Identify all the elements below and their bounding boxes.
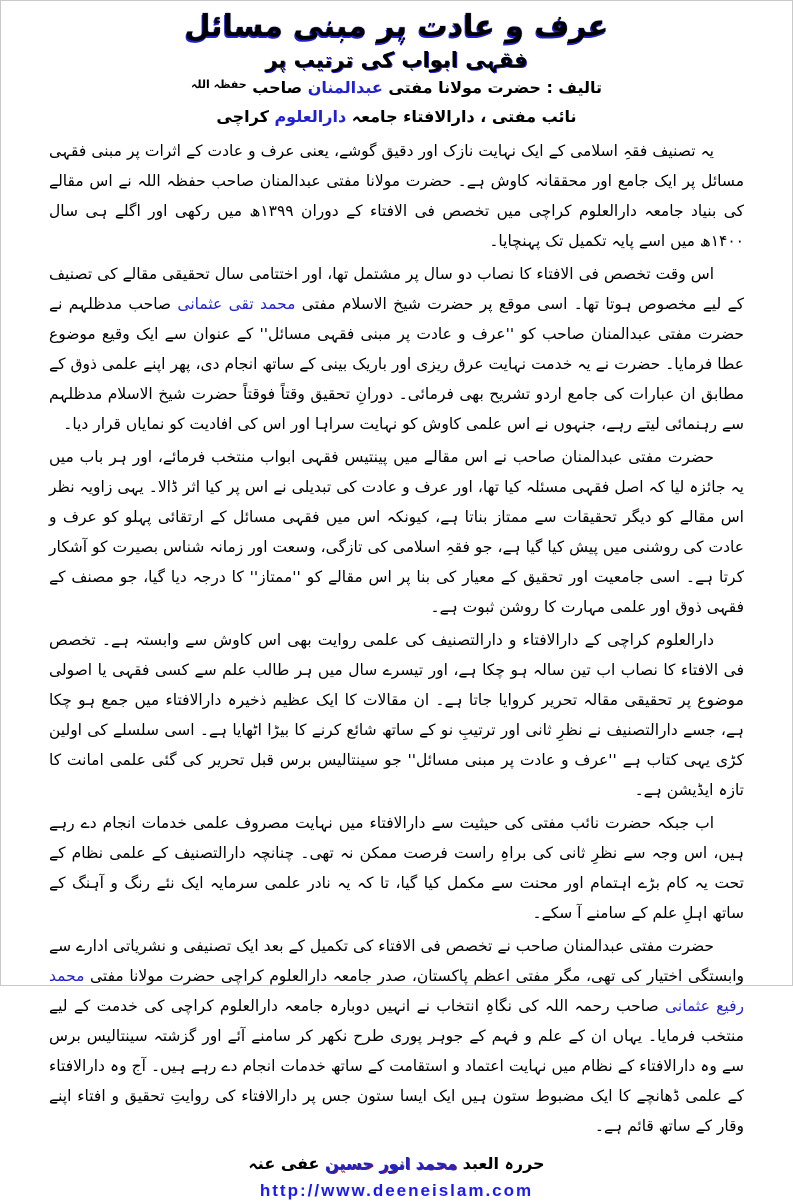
text-segment: نائب مفتی ، دارالافتاء جامعہ <box>346 107 577 126</box>
text-segment: صاحب رحمہ اللہ کی نگاہِ انتخاب نے انہیں دوبارہ جامعہ دارالعلوم کراچی کی خدمت کے لیے منتخب فرمایا۔ یہاں ان کے علم و فہم کے جوہر پوری طرح نکھر کر سامنے آئے اور گزشتہ سینتالیس برس سے وہ دارالافتاء کے نظام میں نہایت اعتماد و استقامت کے ساتھ خدمات انجام دے رہے ہیں۔ آج وہ دارالافتاء کے علمی ڈھانچے کا ایک مضبوط ستون ہیں ایک ایسا ستون جس پر دارالافتاء کی روایتِ تحقیق و افتاء اپنے وقار کے ساتھ قائم ہے۔ <box>49 997 744 1135</box>
text-segment: حفظہ اللہ <box>190 78 247 91</box>
text-segment: عفی عنہ <box>248 1154 326 1173</box>
website-link[interactable]: http://www.deeneislam.com <box>259 1181 534 1200</box>
highlighted-name: محمد رفیع عثمانی <box>49 967 744 1015</box>
author-line <box>49 74 744 103</box>
highlighted-name: عبدالمنان <box>307 78 383 97</box>
paragraph <box>49 625 744 805</box>
paragraph <box>49 136 744 256</box>
document-subtitle: فقہی ابواب کی ترتیب پر <box>265 48 528 72</box>
text-segment: حررہ العبد <box>457 1154 545 1173</box>
text-segment: تالیف : حضرت مولانا مفتی <box>382 78 603 97</box>
text-segment: یہ تصنیف فقہِ اسلامی کے ایک نہایت نازک اور دقیق گوشے، یعنی عرف و عادت کے اثرات پر مبنی فقہی مسائل پر ایک جامع اور محققانہ کاوش ہے۔ حضرت مولانا مفتی عبدالمنان صاحب حفظہ اللہ نے اس مقالے کی بنیاد جامعہ دارالعلوم کراچی میں تخصص فی الافتاء کے دوران ۱۳۹۹ھ میں رکھی اور اگلے ہی سال ۱۴۰۰ھ میں اسے پایہ تکمیل تک پہنچایا۔ <box>49 142 744 250</box>
document-body <box>49 136 744 1141</box>
highlighted-name: دارالعلوم <box>274 107 347 126</box>
affiliation-line <box>49 103 744 130</box>
text-segment: اس وقت تخصص فی الافتاء کا نصاب دو سال پر مشتمل تھا، اور اختتامی سال تحقیقی مقالے کی تصنیف کے لیے مخصوص ہوتا تھا۔ اسی موقع پر حضرت شیخ الاسلام مفتی <box>49 265 744 313</box>
signature-line <box>49 1151 744 1177</box>
text-segment: حضرت مفتی عبدالمنان صاحب نے اس مقالے میں پینتیس فقہی ابواب منتخب فرمائے، اور ہر باب میں یہ جائزہ لیا کہ اصل فقہی مسئلہ کیا تھا، اور عرف و عادت کی تبدیلی نے اس پر کیا اثر ڈالا۔ یہی زاویہ نظر اس مقالے کو دیگر تحقیقات سے ممتاز بناتا ہے، کیونکہ اس میں فقہی مسائل کے ارتقائی پہلو کو عرف و عادت کی روشنی میں پیش کیا گیا ہے، جو فقہِ اسلامی کی تازگی، وسعت اور زمانہ شناس بصیرت کو آشکار کرتا ہے۔ اسی جامعیت اور تحقیق کے معیار کی بنا پر اس مقالے کو ''ممتاز'' کا درجہ دیا گیا، جو مصنف کے فقہی ذوق اور علمی مہارت کا روشن ثبوت ہے۔ <box>49 448 744 616</box>
text-segment: حضرت مفتی عبدالمنان صاحب نے تخصص فی الافتاء کی تکمیل کے بعد ایک تصنیفی و نشریاتی ادارے سے وابستگی اختیار کی تھی، مگر مفتی اعظم پاکستان، صدر جامعہ دارالعلوم کراچی حضرت مولانا مفتی <box>49 937 744 985</box>
paragraph <box>49 808 744 928</box>
paragraph <box>49 442 744 622</box>
text-segment: صاحب <box>246 78 308 97</box>
text-segment: صاحب مدظلہم نے حضرت مفتی عبدالمنان صاحب کو ''عرف و عادت پر مبنی فقہی مسائل'' کے عنوان سے ایک وقیع موضوع عطا فرمایا۔ حضرت نے یہ خدمت نہایت عرق ریزی اور باریک بینی کے ساتھ انجام دی، پھر اپنے علمی ذوق کے مطابق ان عبارات کی جامع اردو تشریح بھی فرمائی۔ دورانِ تحقیق وقتاً فوقتاً حضرت شیخ الاسلام مدظلہم سے رہنمائی لیتے رہے، جنہوں نے اس علمی کاوش کو نہایت سراہا اور اس کی افادیت کو نمایاں قرار دیا۔ <box>49 295 744 433</box>
text-segment: اب جبکہ حضرت نائب مفتی کی حیثیت سے دارالافتاء میں نہایت مصروف علمی خدمات انجام دے رہے ہیں، اس وجہ سے نظرِ ثانی کی براہِ راست فرصت ممکن نہ تھی۔ چنانچہ دارالتصنیف کے علمی نظام کے تحت یہ کام بڑے اہتمام اور محنت سے مکمل کیا گیا، تا کہ یہ نادر علمی سرمایہ ایک نئے رنگ و آہنگ کے ساتھ اہلِ علم کے سامنے آ سکے۔ <box>49 814 744 922</box>
highlighted-name: محمد تقی عثمانی <box>177 295 296 313</box>
paragraph <box>49 259 744 439</box>
paragraph <box>49 931 744 1141</box>
text-segment: کراچی <box>216 107 275 126</box>
text-segment: دارالعلوم کراچی کے دارالافتاء و دارالتصنیف کی علمی روایت بھی اس کاوش سے وابستہ ہے۔ تخصص فی الافتاء کا نصاب اب تین سالہ ہو چکا ہے، اور تیسرے سال میں ہر طالب علم سے کسی فقہی یا اصولی موضوع پر تحقیقی مقالہ تحریر کروایا جاتا ہے۔ ان مقالات کا ایک عظیم ذخیرہ دارالافتاء میں جمع ہو چکا ہے، جسے دارالتصنیف نے نظرِ ثانی اور ترتیبِ نو کے ساتھ شائع کرنے کا بیڑا اٹھایا ہے۔ اسی سلسلے کی اولین کڑی یہی کتاب ہے ''عرف و عادت پر مبنی مسائل'' جو سینتالیس برس قبل تحریر کی گئی علمی امانت کا تازہ ایڈیشن ہے۔ <box>49 631 744 799</box>
document-title: عرف و عادت پر مبنی مسائل <box>184 9 609 44</box>
highlighted-name: محمد انور حسین <box>325 1154 458 1173</box>
